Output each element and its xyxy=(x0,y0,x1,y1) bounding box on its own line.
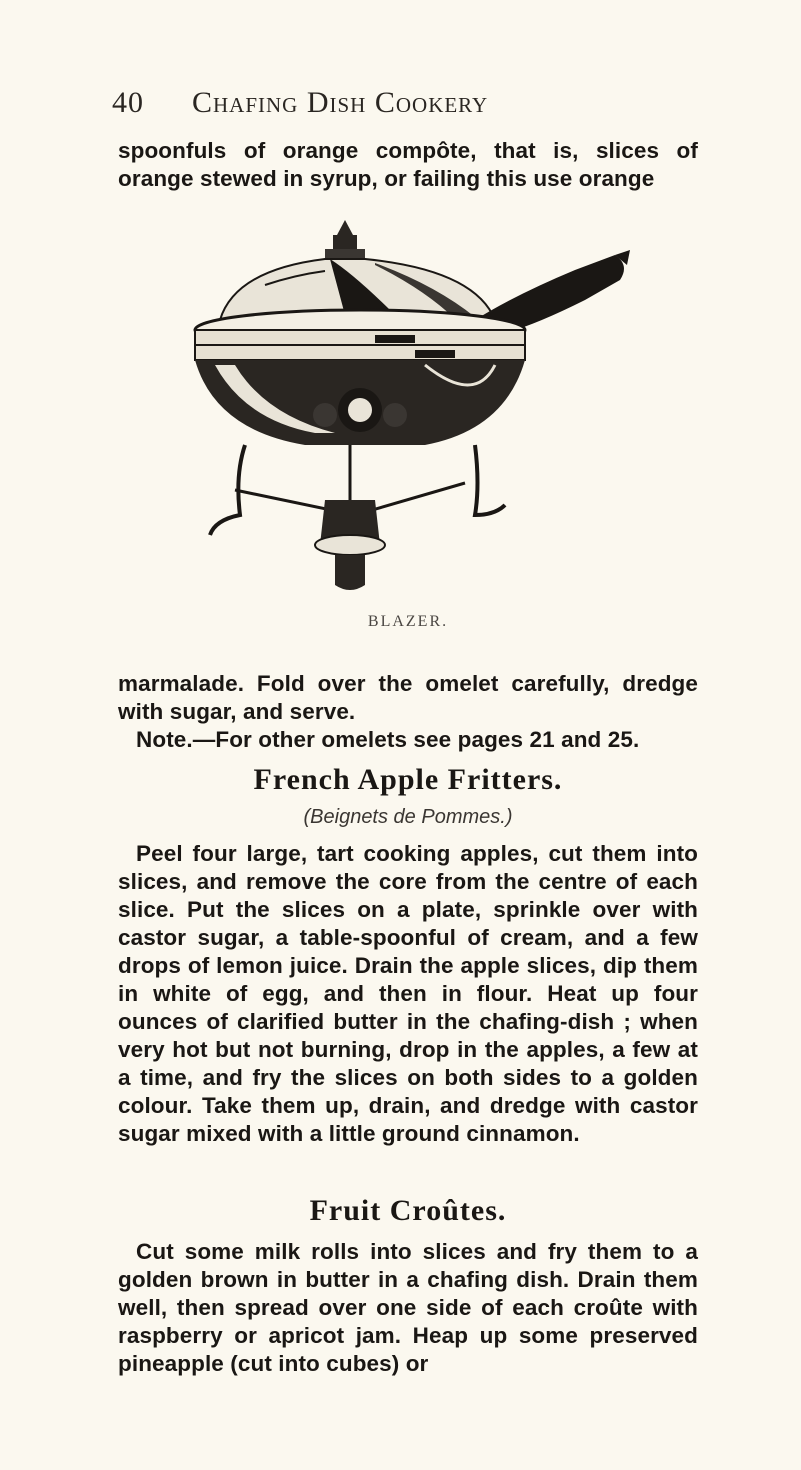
omelet-text: marmalade. Fold over the omelet carefully, dredge with sugar, and serve. xyxy=(118,671,698,724)
recipe-title-fritters: French Apple Fritters. xyxy=(253,763,563,796)
running-title: Chafing Dish Cookery xyxy=(192,86,489,119)
chafing-dish-blazer-icon xyxy=(175,215,635,610)
note-text: Note.—For other omelets see pages 21 and 25. xyxy=(136,727,640,752)
running-header xyxy=(112,86,712,120)
figure-caption: BLAZER. xyxy=(367,613,449,630)
recipe-subtitle-fritters: (Beignets de Pommes.) xyxy=(303,806,513,828)
recipe-title-croutes: Fruit Croûtes. xyxy=(309,1194,507,1227)
recipe-body-fritters: Peel four large, tart cooking apples, cut them into slices, and remove the core from the centre of each slice. Put the slices on a plate, sprinkle over with castor sugar, a table-spoonful of cream, and a few drops of lemon juice. Drain the apple slices, dip them in white of egg, and then in flour. Heat up four ounces of clarified butter in the chafing-dish ; when very hot but not burning, drop in the apples, a few at a time, and fry the slices on both sides to a golden colour. Take them up, drain, and dredge with castor sugar mixed with a little ground cinnamon. xyxy=(118,841,698,1146)
intro-paragraph: spoonfuls of orange compôte, that is, slices of orange stewed in syrup, or failing this use orange xyxy=(118,138,698,191)
page-number: 40 xyxy=(112,86,144,119)
figure xyxy=(175,215,635,610)
recipe-body-croutes: Cut some milk rolls into slices and fry them to a golden brown in butter in a chafing dish. Drain them well, then spread over one side of each croûte with raspberry or apricot jam. Heap up some preserved pineapple (cut into cubes) or xyxy=(118,1239,698,1376)
